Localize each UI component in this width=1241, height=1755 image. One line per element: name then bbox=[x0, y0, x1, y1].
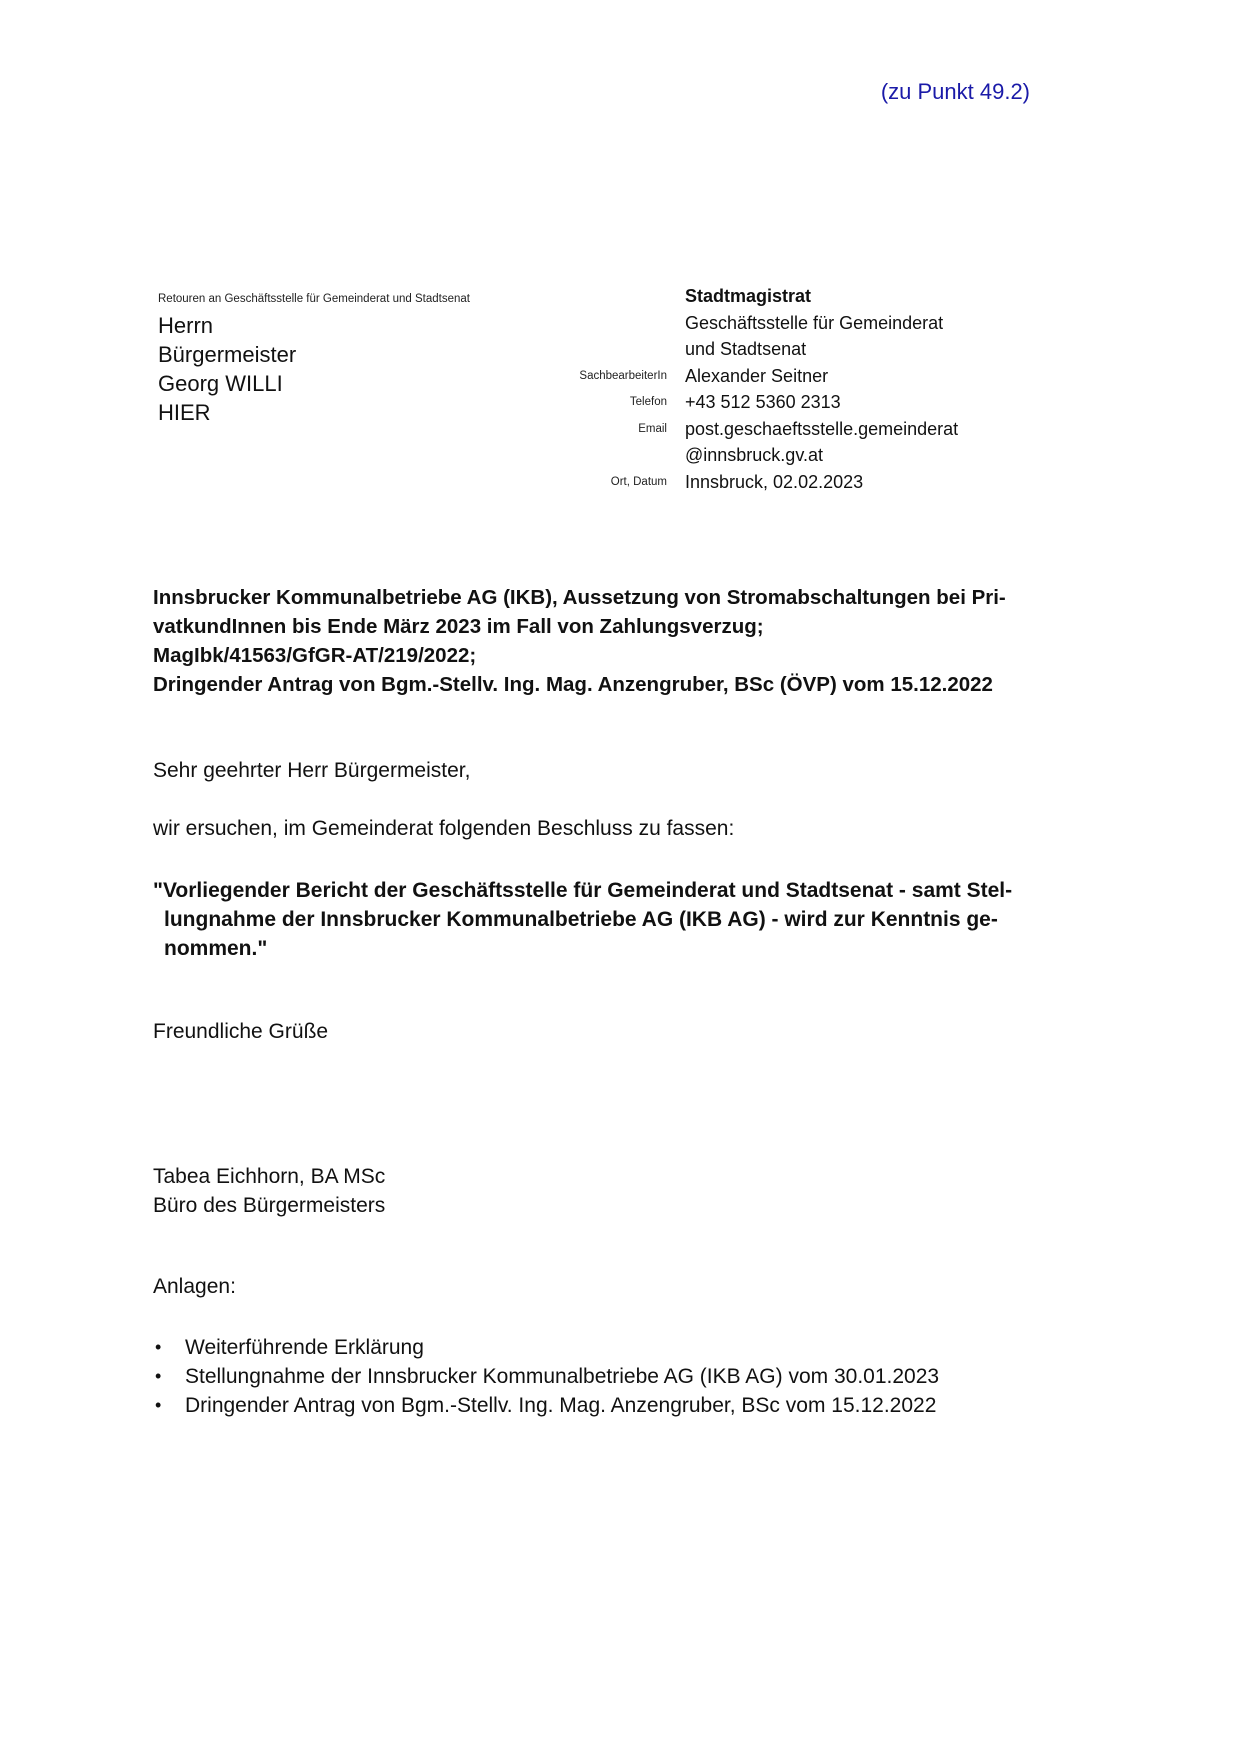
salutation: Sehr geehrter Herr Bürgermeister, bbox=[153, 759, 471, 782]
sender-dept: Geschäftsstelle für Gemeinderat bbox=[685, 312, 944, 333]
agenda-reference: (zu Punkt 49.2) bbox=[880, 79, 1030, 104]
subject-line: MagIbk/41563/GfGR-AT/219/2022; bbox=[153, 644, 477, 667]
attachments-list bbox=[153, 1333, 939, 1420]
attachments-heading: Anlagen: bbox=[153, 1275, 236, 1298]
phone-number: +43 512 5360 2313 bbox=[685, 392, 841, 412]
recipient-line: Herrn bbox=[158, 313, 214, 338]
sender-block bbox=[685, 283, 958, 495]
resolution-line: lungnahme der Innsbrucker Kommunalbetriebe AG (IKB AG) - wird zur Kenntnis ge- bbox=[164, 908, 998, 931]
clerk-label: SachbearbeiterIn bbox=[579, 369, 667, 382]
recipient-line: Bürgermeister bbox=[158, 342, 297, 367]
resolution-line: nommen." bbox=[164, 937, 268, 960]
recipient-address bbox=[158, 311, 296, 427]
subject-heading bbox=[153, 583, 1113, 699]
sender-dept: und Stadtsenat bbox=[685, 339, 807, 359]
place-date: Innsbruck, 02.02.2023 bbox=[685, 471, 864, 492]
request-text: wir ersuchen, im Gemeinderat folgenden Beschluss zu fassen: bbox=[153, 817, 735, 840]
signatory-name: Tabea Eichhorn, BA MSc bbox=[153, 1165, 386, 1188]
clerk-name: Alexander Seitner bbox=[685, 365, 829, 386]
list-item bbox=[153, 1391, 939, 1420]
bullet-icon: • bbox=[155, 1395, 162, 1415]
list-item bbox=[153, 1333, 939, 1362]
bullet-icon: • bbox=[155, 1366, 162, 1386]
sender-field-labels bbox=[579, 283, 667, 495]
phone-label: Telefon bbox=[629, 396, 667, 408]
attachment-label: Weiterführende Erklärung bbox=[185, 1336, 424, 1359]
attachment-label: Stellungnahme der Innsbrucker Kommunalbetriebe AG (IKB AG) vom 30.01.2023 bbox=[185, 1365, 940, 1388]
place-date-label: Ort, Datum bbox=[610, 475, 667, 488]
attachment-label: Dringender Antrag von Bgm.-Stellv. Ing. Mag. Anzengruber, BSc vom 15.12.2022 bbox=[185, 1394, 937, 1417]
recipient-line: HIER bbox=[158, 400, 211, 425]
subject-line: Dringender Antrag von Bgm.-Stellv. Ing. Mag. Anzengruber, BSc (ÖVP) vom 15.12.2022 bbox=[153, 673, 993, 696]
recipient-line: Georg WILLI bbox=[158, 371, 283, 396]
subject-line: Innsbrucker Kommunalbetriebe AG (IKB), Aussetzung von Stromabschaltungen bei Pri- bbox=[153, 586, 1006, 609]
list-item bbox=[153, 1362, 939, 1391]
resolution-line: "Vorliegender Bericht der Geschäftsstelle für Gemeinderat und Stadtsenat - samt Stel- bbox=[153, 879, 1013, 902]
email-address-domain: @innsbruck.gv.at bbox=[685, 445, 823, 465]
email-address: post.geschaeftsstelle.gemeinderat bbox=[685, 418, 959, 439]
resolution-text bbox=[153, 876, 1133, 963]
subject-line: vatkundInnen bis Ende März 2023 im Fall von Zahlungsverzug; bbox=[153, 615, 764, 638]
signatory-office: Büro des Bürgermeisters bbox=[153, 1194, 386, 1217]
closing: Freundliche Grüße bbox=[153, 1020, 329, 1043]
email-label: Email bbox=[638, 422, 667, 435]
sender-org: Stadtmagistrat bbox=[685, 286, 812, 306]
return-address-line: Retouren an Geschäftsstelle für Gemeinderat und Stadtsenat bbox=[158, 293, 470, 305]
bullet-icon: • bbox=[155, 1337, 162, 1357]
